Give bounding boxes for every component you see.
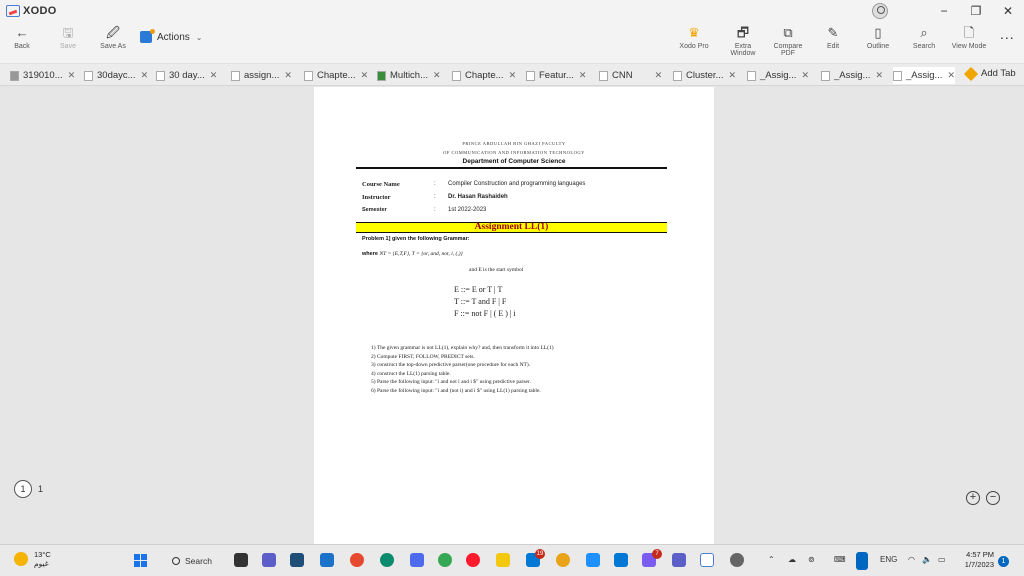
chevron-up-icon[interactable]: ⌃: [768, 555, 775, 564]
account-icon[interactable]: [872, 3, 888, 19]
tab-5[interactable]: [377, 67, 441, 84]
document-icon: [156, 71, 165, 81]
weather-icon: [14, 552, 28, 566]
actions-button[interactable]: [140, 28, 203, 46]
edge-icon[interactable]: [380, 553, 394, 567]
document-icon: [452, 71, 461, 81]
crown-icon: ♛: [688, 25, 700, 40]
view-mode-button[interactable]: [947, 24, 991, 50]
document-icon: [893, 71, 902, 81]
close-tab-icon[interactable]: ✕: [875, 70, 883, 80]
close-tab-icon[interactable]: ✕: [209, 70, 218, 80]
tab-12[interactable]: [893, 67, 955, 84]
window-icon: 🗗: [736, 25, 750, 40]
close-tab-icon[interactable]: ✕: [67, 70, 76, 80]
zoom-in-button[interactable]: +: [966, 491, 980, 505]
grammar-rule-3: F ::= not F | ( E ) | i: [454, 309, 516, 318]
tab-label: _Assig...: [834, 70, 871, 81]
document-icon: [526, 71, 535, 81]
tab-label: CNN: [612, 70, 633, 81]
app-icon[interactable]: [320, 553, 334, 567]
faculty-line-2: OF COMMUNICATION AND INFORMATION TECHNOLOGY: [443, 150, 585, 155]
edit-button[interactable]: [811, 24, 855, 50]
course-name-value: Compiler Construction and programming languages: [448, 181, 586, 187]
date: 1/7/2023: [964, 560, 994, 569]
search-icon: [172, 557, 180, 565]
back-label: Back: [14, 43, 30, 50]
tab-label: Cluster...: [686, 70, 724, 81]
question-item: 6) Parse the following input: "i and (not i) and i $" using LL(1) parsing table.: [371, 387, 541, 394]
question-item: 4) construct the LL(1) parsing table.: [371, 370, 451, 377]
semester-label: Semester: [362, 207, 387, 213]
zoom-out-button[interactable]: −: [986, 491, 1000, 505]
file-explorer-icon[interactable]: [496, 553, 510, 567]
xodo-pro-label: Xodo Pro: [679, 43, 709, 50]
tab-0[interactable]: [10, 67, 75, 84]
save-as-icon: 🖉: [106, 25, 120, 40]
weather-widget[interactable]: [14, 550, 51, 568]
clock[interactable]: [960, 550, 994, 570]
tab-3[interactable]: [231, 67, 292, 84]
language-indicator[interactable]: ENG: [880, 555, 898, 564]
tab-4[interactable]: [304, 67, 368, 84]
chevron-down-icon: ⌄: [195, 32, 203, 42]
tab-label: 30 day...: [169, 70, 205, 81]
tab-6[interactable]: [452, 67, 516, 84]
instructor-value: Dr. Hasan Rashaideh: [448, 194, 508, 200]
total-pages: 1: [38, 484, 44, 494]
header-rule: [356, 167, 667, 169]
toolbar: [0, 22, 1024, 64]
compare-pdf-button[interactable]: [766, 24, 810, 57]
document-icon: [304, 71, 313, 81]
document-icon: [10, 71, 19, 81]
faculty-line-1: PRINCE ABDULLAH BIN GHAZI FACULTY: [462, 141, 566, 146]
tab-2[interactable]: [156, 67, 217, 84]
add-tab-label: Add Tab: [981, 68, 1016, 79]
grammar-rule-2: T ::= T and F | F: [454, 297, 507, 306]
app-icon[interactable]: [438, 553, 452, 567]
semester-value: 1st 2022-2023: [448, 207, 487, 213]
tab-8[interactable]: [599, 67, 662, 84]
add-tab-icon: [964, 66, 978, 80]
window-controls: [928, 0, 1024, 22]
search-button[interactable]: [902, 24, 946, 50]
tab-label: Chapte...: [465, 70, 504, 81]
where-math: NT = {E,T,F}, T = {or, and, not, i, (,)}: [379, 251, 463, 257]
document-icon: [377, 71, 386, 81]
weather-condition: غيوم: [34, 559, 49, 568]
separator: :: [434, 207, 436, 213]
opera-icon[interactable]: [466, 553, 480, 567]
page-indicator[interactable]: [14, 480, 43, 498]
tab-9[interactable]: [673, 67, 736, 84]
wifi-icon[interactable]: ◠: [908, 555, 915, 564]
windows-start-icon[interactable]: [134, 554, 147, 567]
task-view-icon[interactable]: [234, 553, 248, 567]
tab-7[interactable]: [526, 67, 586, 84]
document-icon: [821, 71, 830, 81]
where-label: where: [362, 251, 378, 257]
instructor-row: [362, 194, 662, 201]
settings-icon[interactable]: [730, 553, 744, 567]
temperature: 13°C: [34, 550, 51, 559]
question-item: 1) The given grammar is not LL(1), explain why? and, then transform it into LL(1): [371, 345, 554, 351]
tab-bar: [0, 64, 1024, 86]
app-name: XODO: [23, 5, 57, 17]
teams-icon[interactable]: [672, 553, 686, 567]
notification-badge: 19: [536, 551, 544, 557]
minimize-button[interactable]: −: [940, 4, 948, 18]
app-icon[interactable]: [556, 553, 570, 567]
extra-window-label-2: Window: [730, 50, 756, 57]
time: 4:57 PM: [966, 550, 994, 559]
question-item: 5) Parse the following input: "i and not i and i $" using predictive parser.: [371, 379, 531, 385]
taskbar-search-label: Search: [185, 556, 212, 566]
actions-label: Actions: [157, 31, 190, 43]
xodo-taskbar-icon[interactable]: [700, 553, 714, 567]
tab-label: Featur...: [539, 70, 574, 81]
save-as-button[interactable]: [91, 24, 135, 50]
todo-icon[interactable]: [586, 553, 600, 567]
app-icon[interactable]: [614, 553, 628, 567]
current-page[interactable]: 1: [14, 480, 32, 498]
tab-1[interactable]: [84, 67, 148, 84]
instructor-label: Instructor: [362, 194, 391, 201]
zoom-controls: [966, 491, 1006, 505]
close-tab-icon[interactable]: ✕: [654, 70, 663, 80]
microphone-icon[interactable]: [856, 552, 868, 570]
close-tab-icon[interactable]: ✕: [947, 70, 955, 80]
close-tab-icon[interactable]: ✕: [284, 70, 292, 80]
view-mode-icon: 🗋: [963, 25, 975, 40]
save-button[interactable]: [46, 24, 90, 50]
question-item: 2) Compute FIRST, FOLLOW, PREDICT sets.: [371, 353, 475, 360]
app-logo: [6, 5, 57, 17]
tab-label: 319010...: [23, 70, 63, 81]
app-icon[interactable]: [410, 553, 424, 567]
add-tab-button[interactable]: [966, 68, 1016, 79]
title-bar: [0, 0, 1024, 22]
app-icon[interactable]: [290, 553, 304, 567]
close-tab-icon[interactable]: ✕: [140, 70, 149, 80]
pdf-page: [314, 87, 714, 544]
separator: :: [434, 194, 436, 200]
close-tab-icon[interactable]: ✕: [360, 70, 369, 80]
more-options-button[interactable]: ...: [1000, 26, 1015, 42]
start-symbol-note: and E is the start symbol: [469, 267, 524, 273]
tab-label: 30dayc...: [97, 70, 136, 81]
tab-label: _Assig...: [760, 70, 797, 81]
outline-label: Outline: [866, 43, 890, 50]
cloud-icon[interactable]: ☁: [788, 555, 796, 564]
separator: :: [434, 181, 436, 187]
tab-label: _Assig...: [906, 70, 943, 81]
assignment-title: Assignment LL(1): [356, 222, 667, 233]
tab-10[interactable]: [747, 67, 809, 84]
keyboard-icon[interactable]: ⌨: [834, 555, 846, 564]
save-as-label: Save As: [100, 43, 126, 50]
grammar-sets: [362, 251, 463, 257]
edit-icon: ✎: [827, 25, 839, 40]
taskbar: [0, 544, 1024, 576]
search-icon: ⌕: [920, 25, 928, 40]
close-button[interactable]: ✕: [1002, 4, 1014, 18]
compare-pdf-label-2: PDF: [781, 50, 795, 57]
chrome-icon[interactable]: [350, 553, 364, 567]
close-tab-icon[interactable]: ✕: [728, 70, 737, 80]
xodo-pro-button[interactable]: [672, 24, 716, 50]
question-list: [371, 345, 554, 396]
question-item: 3) construct the top-down predictive parser(one procedure for each NT).: [371, 362, 531, 368]
back-button[interactable]: [0, 24, 44, 50]
extra-window-label-1: Extra: [734, 43, 752, 50]
view-mode-label: View Mode: [951, 43, 987, 50]
extra-window-button[interactable]: [721, 24, 765, 57]
actions-icon: [140, 31, 152, 43]
document-icon: [231, 71, 240, 81]
course-name-label: Course Name: [362, 181, 400, 188]
save-label: Save: [60, 43, 76, 50]
tab-11[interactable]: [821, 67, 883, 84]
close-tab-icon[interactable]: ✕: [433, 70, 441, 80]
close-tab-icon[interactable]: ✕: [801, 70, 809, 80]
compare-pdf-label-1: Compare: [773, 43, 803, 50]
back-arrow-icon: ←: [15, 25, 29, 40]
close-tab-icon[interactable]: ✕: [508, 70, 517, 80]
tab-label: assign...: [244, 70, 280, 81]
chat-icon[interactable]: [262, 553, 276, 567]
taskbar-search[interactable]: [162, 551, 222, 571]
edit-label: Edit: [826, 43, 840, 50]
tab-label: Chapte...: [317, 70, 356, 81]
grammar-rule-1: E ::= E or T | T: [454, 285, 503, 294]
maximize-button[interactable]: ❐: [970, 4, 982, 18]
tab-label: Multich...: [390, 70, 429, 81]
notification-badge: 7: [652, 549, 662, 559]
semester-row: [362, 207, 662, 213]
save-icon: 🖫: [62, 25, 74, 40]
outline-icon: ▯: [874, 25, 882, 40]
volume-icon[interactable]: 🔈: [922, 555, 932, 564]
department-heading: Department of Computer Science: [462, 158, 566, 165]
document-icon: [673, 71, 682, 81]
notification-count[interactable]: 1: [998, 556, 1009, 567]
problem-statement: Problem 1] given the following Grammar:: [362, 236, 470, 242]
close-tab-icon[interactable]: ✕: [578, 70, 587, 80]
battery-icon[interactable]: ▭: [938, 555, 946, 564]
xodo-logo-icon: [6, 5, 20, 17]
document-viewer[interactable]: [0, 87, 1024, 544]
outline-button[interactable]: [856, 24, 900, 50]
course-name-row: [362, 181, 662, 188]
document-icon: [84, 71, 93, 81]
app-tray-icon[interactable]: ⊚: [808, 555, 815, 564]
document-icon: [747, 71, 756, 81]
document-icon: [599, 71, 608, 81]
search-label: Search: [912, 43, 936, 50]
compare-icon: ⧉: [783, 25, 793, 40]
